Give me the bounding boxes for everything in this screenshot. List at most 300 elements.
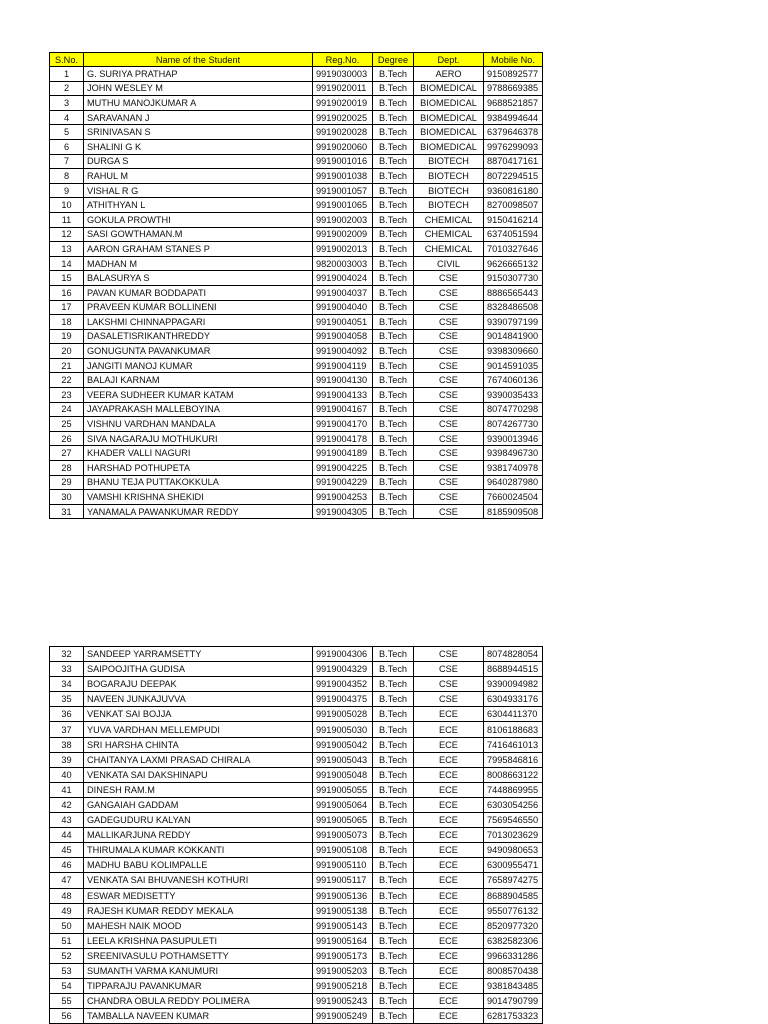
table-row xyxy=(50,431,543,446)
dept-cell: CSE xyxy=(414,677,484,692)
mobile-cell: 9014591035 xyxy=(484,358,543,373)
reg-no-cell: 9919005030 xyxy=(313,722,373,737)
table-row xyxy=(50,110,543,125)
mobile-cell: 9381843485 xyxy=(484,979,543,994)
reg-no-cell: 9919005203 xyxy=(313,963,373,978)
degree-cell: B.Tech xyxy=(373,888,414,903)
serial-number-cell: 26 xyxy=(50,431,84,446)
dept-cell: ECE xyxy=(414,843,484,858)
degree-cell: B.Tech xyxy=(373,154,414,169)
degree-cell: B.Tech xyxy=(373,242,414,257)
student-name-cell: AARON GRAHAM STANES P xyxy=(84,242,313,257)
dept-cell: ECE xyxy=(414,1009,484,1024)
serial-number-cell: 32 xyxy=(50,647,84,662)
reg-no-cell: 9919004329 xyxy=(313,662,373,677)
degree-cell: B.Tech xyxy=(373,212,414,227)
mobile-cell: 6303054256 xyxy=(484,797,543,812)
serial-number-cell: 2 xyxy=(50,81,84,96)
serial-number-cell: 50 xyxy=(50,918,84,933)
student-name-cell: LAKSHMI CHINNAPPAGARI xyxy=(84,315,313,330)
dept-cell: CSE xyxy=(414,315,484,330)
table-row xyxy=(50,154,543,169)
degree-cell: B.Tech xyxy=(373,67,414,82)
serial-number-cell: 17 xyxy=(50,300,84,315)
student-name-cell: SHALINI G K xyxy=(84,139,313,154)
serial-number-cell: 56 xyxy=(50,1009,84,1024)
dept-cell: ECE xyxy=(414,767,484,782)
mobile-cell: 8688944515 xyxy=(484,662,543,677)
degree-cell: B.Tech xyxy=(373,843,414,858)
dept-cell: ECE xyxy=(414,888,484,903)
header-name: Name of the Student xyxy=(84,53,313,67)
mobile-cell: 8185909508 xyxy=(484,504,543,519)
table-row xyxy=(50,873,543,888)
serial-number-cell: 8 xyxy=(50,169,84,184)
serial-number-cell: 42 xyxy=(50,797,84,812)
table-row xyxy=(50,979,543,994)
student-name-cell: SARAVANAN J xyxy=(84,110,313,125)
dept-cell: CSE xyxy=(414,647,484,662)
table-row xyxy=(50,271,543,286)
table-row xyxy=(50,67,543,82)
mobile-cell: 9390035433 xyxy=(484,388,543,403)
serial-number-cell: 46 xyxy=(50,858,84,873)
student-name-cell: TIPPARAJU PAVANKUMAR xyxy=(84,979,313,994)
mobile-cell: 8074267730 xyxy=(484,417,543,432)
mobile-cell: 6304933176 xyxy=(484,692,543,707)
table-row xyxy=(50,797,543,812)
mobile-cell: 8008570438 xyxy=(484,963,543,978)
table-row xyxy=(50,963,543,978)
serial-number-cell: 1 xyxy=(50,67,84,82)
degree-cell: B.Tech xyxy=(373,963,414,978)
table-row xyxy=(50,344,543,359)
dept-cell: BIOMEDICAL xyxy=(414,96,484,111)
mobile-cell: 8328486508 xyxy=(484,300,543,315)
header-mobile: Mobile No. xyxy=(484,53,543,67)
table-header xyxy=(50,53,543,67)
mobile-cell: 9390094982 xyxy=(484,677,543,692)
degree-cell: B.Tech xyxy=(373,402,414,417)
table-row xyxy=(50,242,543,257)
reg-no-cell: 9919020019 xyxy=(313,96,373,111)
header-dept: Dept. xyxy=(414,53,484,67)
dept-cell: CSE xyxy=(414,285,484,300)
mobile-cell: 9381740978 xyxy=(484,461,543,476)
student-name-cell: SIVA NAGARAJU MOTHUKURI xyxy=(84,431,313,446)
student-name-cell: ESWAR MEDISETTY xyxy=(84,888,313,903)
dept-cell: CSE xyxy=(414,417,484,432)
student-name-cell: MUTHU MANOJKUMAR A xyxy=(84,96,313,111)
header-degree: Degree xyxy=(373,53,414,67)
table-body-1 xyxy=(50,67,543,519)
student-name-cell: DASALETISRIKANTHREDDY xyxy=(84,329,313,344)
student-name-cell: TAMBALLA NAVEEN KUMAR xyxy=(84,1009,313,1024)
student-name-cell: GONUGUNTA PAVANKUMAR xyxy=(84,344,313,359)
degree-cell: B.Tech xyxy=(373,81,414,96)
mobile-cell: 8072294515 xyxy=(484,169,543,184)
student-name-cell: YANAMALA PAWANKUMAR REDDY xyxy=(84,504,313,519)
student-name-cell: SRINIVASAN S xyxy=(84,125,313,140)
student-name-cell: RAHUL M xyxy=(84,169,313,184)
mobile-cell: 9390797199 xyxy=(484,315,543,330)
dept-cell: BIOTECH xyxy=(414,169,484,184)
reg-no-cell: 9919005243 xyxy=(313,994,373,1009)
table-row xyxy=(50,722,543,737)
mobile-cell: 8870417161 xyxy=(484,154,543,169)
table-row xyxy=(50,918,543,933)
dept-cell: ECE xyxy=(414,707,484,722)
dept-cell: CIVIL xyxy=(414,256,484,271)
reg-no-cell: 9919020011 xyxy=(313,81,373,96)
table-row xyxy=(50,475,543,490)
student-name-cell: PRAVEEN KUMAR BOLLINENI xyxy=(84,300,313,315)
reg-no-cell: 9919005117 xyxy=(313,873,373,888)
degree-cell: B.Tech xyxy=(373,300,414,315)
table-row xyxy=(50,752,543,767)
mobile-cell: 9014790799 xyxy=(484,994,543,1009)
student-name-cell: VENKATA SAI BHUVANESH KOTHURI xyxy=(84,873,313,888)
degree-cell: B.Tech xyxy=(373,828,414,843)
serial-number-cell: 47 xyxy=(50,873,84,888)
student-name-cell: ATHITHYAN L xyxy=(84,198,313,213)
reg-no-cell: 9919005065 xyxy=(313,813,373,828)
mobile-cell: 8106188683 xyxy=(484,722,543,737)
degree-cell: B.Tech xyxy=(373,256,414,271)
serial-number-cell: 14 xyxy=(50,256,84,271)
reg-no-cell: 9919004306 xyxy=(313,647,373,662)
dept-cell: BIOMEDICAL xyxy=(414,139,484,154)
serial-number-cell: 25 xyxy=(50,417,84,432)
dept-cell: CSE xyxy=(414,446,484,461)
serial-number-cell: 33 xyxy=(50,662,84,677)
degree-cell: B.Tech xyxy=(373,813,414,828)
serial-number-cell: 37 xyxy=(50,722,84,737)
mobile-cell: 7448869955 xyxy=(484,782,543,797)
reg-no-cell: 9919020028 xyxy=(313,125,373,140)
student-name-cell: SASI GOWTHAMAN.M xyxy=(84,227,313,242)
table-row xyxy=(50,933,543,948)
dept-cell: CSE xyxy=(414,373,484,388)
table-row xyxy=(50,256,543,271)
student-name-cell: THIRUMALA KUMAR KOKKANTI xyxy=(84,843,313,858)
reg-no-cell: 9919001065 xyxy=(313,198,373,213)
student-name-cell: BALASURYA S xyxy=(84,271,313,286)
serial-number-cell: 3 xyxy=(50,96,84,111)
mobile-cell: 7658974275 xyxy=(484,873,543,888)
serial-number-cell: 22 xyxy=(50,373,84,388)
mobile-cell: 8008663122 xyxy=(484,767,543,782)
table-row xyxy=(50,1009,543,1024)
student-name-cell: BHANU TEJA PUTTAKOKKULA xyxy=(84,475,313,490)
serial-number-cell: 20 xyxy=(50,344,84,359)
serial-number-cell: 39 xyxy=(50,752,84,767)
reg-no-cell: 9919004092 xyxy=(313,344,373,359)
mobile-cell: 9384994644 xyxy=(484,110,543,125)
dept-cell: ECE xyxy=(414,979,484,994)
dept-cell: BIOTECH xyxy=(414,198,484,213)
degree-cell: B.Tech xyxy=(373,183,414,198)
mobile-cell: 9550776132 xyxy=(484,903,543,918)
table-row xyxy=(50,139,543,154)
mobile-cell: 6382582306 xyxy=(484,933,543,948)
mobile-cell: 9150307730 xyxy=(484,271,543,286)
mobile-cell: 7569546550 xyxy=(484,813,543,828)
dept-cell: ECE xyxy=(414,903,484,918)
degree-cell: B.Tech xyxy=(373,504,414,519)
mobile-cell: 9150416214 xyxy=(484,212,543,227)
student-name-cell: VISHNU VARDHAN MANDALA xyxy=(84,417,313,432)
table-row xyxy=(50,125,543,140)
dept-cell: CSE xyxy=(414,344,484,359)
dept-cell: CSE xyxy=(414,300,484,315)
dept-cell: ECE xyxy=(414,994,484,1009)
student-name-cell: GOKULA PROWTHI xyxy=(84,212,313,227)
serial-number-cell: 19 xyxy=(50,329,84,344)
serial-number-cell: 34 xyxy=(50,677,84,692)
dept-cell: CSE xyxy=(414,504,484,519)
dept-cell: ECE xyxy=(414,948,484,963)
reg-no-cell: 9919020060 xyxy=(313,139,373,154)
serial-number-cell: 54 xyxy=(50,979,84,994)
serial-number-cell: 9 xyxy=(50,183,84,198)
degree-cell: B.Tech xyxy=(373,662,414,677)
mobile-cell: 9688521857 xyxy=(484,96,543,111)
degree-cell: B.Tech xyxy=(373,707,414,722)
serial-number-cell: 18 xyxy=(50,315,84,330)
dept-cell: ECE xyxy=(414,933,484,948)
student-name-cell: GADEGUDURU KALYAN xyxy=(84,813,313,828)
table-row xyxy=(50,843,543,858)
mobile-cell: 8074770298 xyxy=(484,402,543,417)
mobile-cell: 9360816180 xyxy=(484,183,543,198)
serial-number-cell: 45 xyxy=(50,843,84,858)
reg-no-cell: 9919004352 xyxy=(313,677,373,692)
reg-no-cell: 9919002009 xyxy=(313,227,373,242)
serial-number-cell: 11 xyxy=(50,212,84,227)
dept-cell: ECE xyxy=(414,752,484,767)
table-row xyxy=(50,858,543,873)
reg-no-cell: 9919005028 xyxy=(313,707,373,722)
student-name-cell: G. SURIYA PRATHAP xyxy=(84,67,313,82)
serial-number-cell: 28 xyxy=(50,461,84,476)
mobile-cell: 9640287980 xyxy=(484,475,543,490)
serial-number-cell: 24 xyxy=(50,402,84,417)
table-row xyxy=(50,388,543,403)
mobile-cell: 9150892577 xyxy=(484,67,543,82)
mobile-cell: 9976299093 xyxy=(484,139,543,154)
reg-no-cell: 9919001038 xyxy=(313,169,373,184)
student-table-1 xyxy=(49,52,543,519)
serial-number-cell: 10 xyxy=(50,198,84,213)
header-row xyxy=(50,53,543,67)
mobile-cell: 9626665132 xyxy=(484,256,543,271)
degree-cell: B.Tech xyxy=(373,692,414,707)
dept-cell: BIOMEDICAL xyxy=(414,81,484,96)
dept-cell: CHEMICAL xyxy=(414,227,484,242)
serial-number-cell: 12 xyxy=(50,227,84,242)
degree-cell: B.Tech xyxy=(373,797,414,812)
reg-no-cell: 9919004058 xyxy=(313,329,373,344)
student-name-cell: SANDEEP YARRAMSETTY xyxy=(84,647,313,662)
table-row xyxy=(50,504,543,519)
table-row xyxy=(50,662,543,677)
reg-no-cell: 9919004130 xyxy=(313,373,373,388)
dept-cell: CSE xyxy=(414,475,484,490)
table-row xyxy=(50,212,543,227)
dept-cell: BIOTECH xyxy=(414,183,484,198)
student-name-cell: JAYAPRAKASH MALLEBOYINA xyxy=(84,402,313,417)
student-name-cell: SREENIVASULU POTHAMSETTY xyxy=(84,948,313,963)
degree-cell: B.Tech xyxy=(373,344,414,359)
reg-no-cell: 9919004037 xyxy=(313,285,373,300)
table-row xyxy=(50,490,543,505)
dept-cell: CSE xyxy=(414,358,484,373)
student-name-cell: HARSHAD POTHUPETA xyxy=(84,461,313,476)
reg-no-cell: 9919005164 xyxy=(313,933,373,948)
degree-cell: B.Tech xyxy=(373,358,414,373)
degree-cell: B.Tech xyxy=(373,918,414,933)
reg-no-cell: 9919004253 xyxy=(313,490,373,505)
reg-no-cell: 9919004375 xyxy=(313,692,373,707)
reg-no-cell: 9919005042 xyxy=(313,737,373,752)
serial-number-cell: 31 xyxy=(50,504,84,519)
table-row xyxy=(50,81,543,96)
table-row xyxy=(50,888,543,903)
degree-cell: B.Tech xyxy=(373,446,414,461)
student-name-cell: VENKATA SAI DAKSHINAPU xyxy=(84,767,313,782)
student-name-cell: MADHU BABU KOLIMPALLE xyxy=(84,858,313,873)
degree-cell: B.Tech xyxy=(373,475,414,490)
dept-cell: CSE xyxy=(414,490,484,505)
student-name-cell: LEELA KRISHNA PASUPULETI xyxy=(84,933,313,948)
mobile-cell: 9398309660 xyxy=(484,344,543,359)
dept-cell: ECE xyxy=(414,963,484,978)
reg-no-cell: 9919004170 xyxy=(313,417,373,432)
serial-number-cell: 48 xyxy=(50,888,84,903)
table-row xyxy=(50,737,543,752)
table-row xyxy=(50,782,543,797)
serial-number-cell: 52 xyxy=(50,948,84,963)
reg-no-cell: 9919004051 xyxy=(313,315,373,330)
degree-cell: B.Tech xyxy=(373,647,414,662)
table-row xyxy=(50,948,543,963)
table-row xyxy=(50,285,543,300)
table-body-2 xyxy=(50,647,543,1024)
mobile-cell: 8520977320 xyxy=(484,918,543,933)
reg-no-cell: 9919005108 xyxy=(313,843,373,858)
table-row xyxy=(50,767,543,782)
degree-cell: B.Tech xyxy=(373,767,414,782)
mobile-cell: 6379646378 xyxy=(484,125,543,140)
student-name-cell: VISHAL R G xyxy=(84,183,313,198)
student-name-cell: JOHN WESLEY M xyxy=(84,81,313,96)
reg-no-cell: 9919004305 xyxy=(313,504,373,519)
degree-cell: B.Tech xyxy=(373,198,414,213)
degree-cell: B.Tech xyxy=(373,329,414,344)
mobile-cell: 9014841900 xyxy=(484,329,543,344)
degree-cell: B.Tech xyxy=(373,490,414,505)
serial-number-cell: 27 xyxy=(50,446,84,461)
student-name-cell: DURGA S xyxy=(84,154,313,169)
student-name-cell: DINESH RAM.M xyxy=(84,782,313,797)
serial-number-cell: 53 xyxy=(50,963,84,978)
reg-no-cell: 9919004189 xyxy=(313,446,373,461)
mobile-cell: 7010327646 xyxy=(484,242,543,257)
student-name-cell: JANGITI MANOJ KUMAR xyxy=(84,358,313,373)
student-name-cell: SRI HARSHA CHINTA xyxy=(84,737,313,752)
dept-cell: CSE xyxy=(414,271,484,286)
degree-cell: B.Tech xyxy=(373,994,414,1009)
degree-cell: B.Tech xyxy=(373,677,414,692)
serial-number-cell: 21 xyxy=(50,358,84,373)
reg-no-cell: 9919005218 xyxy=(313,979,373,994)
table-row xyxy=(50,461,543,476)
dept-cell: ECE xyxy=(414,918,484,933)
reg-no-cell: 9919001016 xyxy=(313,154,373,169)
dept-cell: ECE xyxy=(414,737,484,752)
reg-no-cell: 9919005043 xyxy=(313,752,373,767)
degree-cell: B.Tech xyxy=(373,858,414,873)
dept-cell: ECE xyxy=(414,873,484,888)
serial-number-cell: 51 xyxy=(50,933,84,948)
degree-cell: B.Tech xyxy=(373,948,414,963)
dept-cell: CSE xyxy=(414,692,484,707)
degree-cell: B.Tech xyxy=(373,315,414,330)
reg-no-cell: 9919004178 xyxy=(313,431,373,446)
student-name-cell: BOGARAJU DEEPAK xyxy=(84,677,313,692)
student-name-cell: NAVEEN JUNKAJUVVA xyxy=(84,692,313,707)
table-row xyxy=(50,183,543,198)
reg-no-cell: 9919005048 xyxy=(313,767,373,782)
degree-cell: B.Tech xyxy=(373,139,414,154)
reg-no-cell: 9919005138 xyxy=(313,903,373,918)
table-row xyxy=(50,828,543,843)
table-row xyxy=(50,329,543,344)
serial-number-cell: 44 xyxy=(50,828,84,843)
table-row xyxy=(50,994,543,1009)
serial-number-cell: 15 xyxy=(50,271,84,286)
student-name-cell: GANGAIAH GADDAM xyxy=(84,797,313,812)
degree-cell: B.Tech xyxy=(373,873,414,888)
mobile-cell: 7416461013 xyxy=(484,737,543,752)
table-row xyxy=(50,677,543,692)
mobile-cell: 9490980653 xyxy=(484,843,543,858)
student-name-cell: VAMSHI KRISHNA SHEKIDI xyxy=(84,490,313,505)
mobile-cell: 6300955471 xyxy=(484,858,543,873)
reg-no-cell: 9919005249 xyxy=(313,1009,373,1024)
mobile-cell: 7013023629 xyxy=(484,828,543,843)
reg-no-cell: 9919005055 xyxy=(313,782,373,797)
mobile-cell: 9966331286 xyxy=(484,948,543,963)
reg-no-cell: 9820003003 xyxy=(313,256,373,271)
reg-no-cell: 9919005110 xyxy=(313,858,373,873)
dept-cell: ECE xyxy=(414,797,484,812)
mobile-cell: 9788669385 xyxy=(484,81,543,96)
serial-number-cell: 36 xyxy=(50,707,84,722)
table-row xyxy=(50,198,543,213)
serial-number-cell: 55 xyxy=(50,994,84,1009)
table-row xyxy=(50,417,543,432)
student-name-cell: RAJESH KUMAR REDDY MEKALA xyxy=(84,903,313,918)
mobile-cell: 8688904585 xyxy=(484,888,543,903)
serial-number-cell: 5 xyxy=(50,125,84,140)
student-name-cell: VEERA SUDHEER KUMAR KATAM xyxy=(84,388,313,403)
mobile-cell: 7674060136 xyxy=(484,373,543,388)
header-reg: Reg.No. xyxy=(313,53,373,67)
mobile-cell: 9398496730 xyxy=(484,446,543,461)
degree-cell: B.Tech xyxy=(373,96,414,111)
